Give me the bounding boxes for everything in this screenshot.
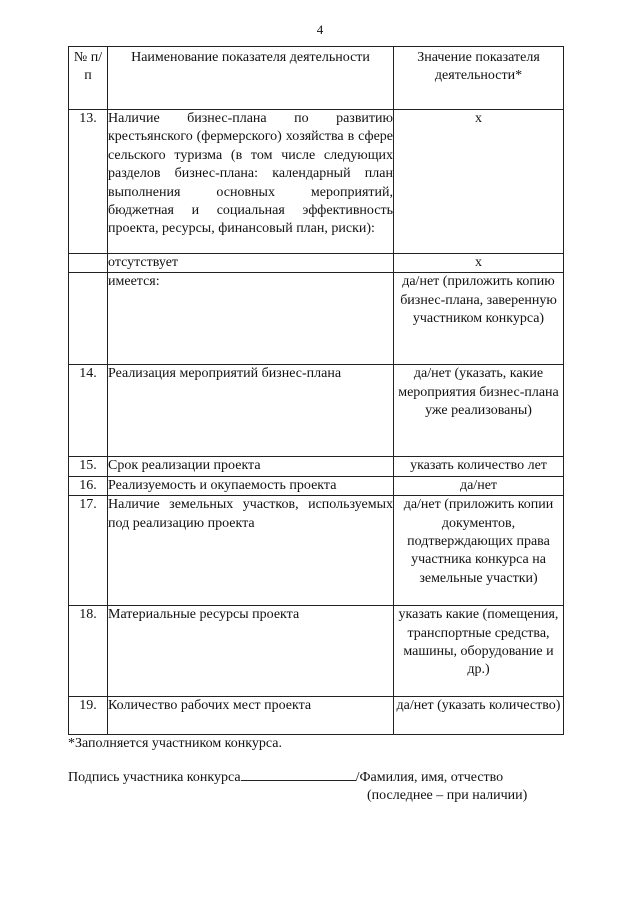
indicator-name: Материальные ресурсы проекта — [108, 606, 394, 697]
indicator-name: Реализация мероприятий бизнес-плана — [108, 365, 394, 457]
indicator-name: Наличие бизнес-плана по развитию крестьянского (фермерского) хозяйства в сфере сельского туризма (в том числе следующих разделов бизнес-плана: календарный план выполнения основных мероприятий, бюджетная и социальная эффективность проекта, ресурсы, финансовый план, риски): — [108, 110, 394, 254]
indicator-name: имеется: — [108, 273, 394, 365]
signature-line — [68, 768, 563, 787]
signature-label: Подпись участника конкурса — [68, 770, 241, 785]
table-row — [69, 476, 564, 495]
indicator-name: отсутствует — [108, 254, 394, 273]
row-number — [69, 273, 108, 365]
row-number: 16. — [69, 476, 108, 495]
row-number: 19. — [69, 697, 108, 735]
indicator-value: да/нет (приложить копию бизнес-плана, заверенную участником конкурса) — [394, 273, 564, 365]
footnote: *Заполняется участником конкурса. — [68, 736, 282, 751]
patronymic-note: (последнее – при наличии) — [367, 788, 528, 804]
signature-blank — [241, 768, 356, 781]
indicator-value: х — [394, 254, 564, 273]
header-number: № п/п — [69, 47, 108, 110]
row-number: 18. — [69, 606, 108, 697]
indicator-name: Количество рабочих мест проекта — [108, 697, 394, 735]
indicator-value: да/нет (указать, какие мероприятия бизнес-плана уже реализованы) — [394, 365, 564, 457]
indicator-name: Реализуемость и окупаемость проекта — [108, 476, 394, 495]
table-row — [69, 365, 564, 457]
table-row — [69, 273, 564, 365]
signature-block — [68, 768, 563, 806]
row-number: 15. — [69, 457, 108, 476]
header-indicator-value: Значение показателя деятельности* — [394, 47, 564, 110]
table-row — [69, 254, 564, 273]
indicator-value: да/нет (указать количество) — [394, 697, 564, 735]
indicator-value: да/нет — [394, 476, 564, 495]
table-header-row — [69, 47, 564, 110]
row-number — [69, 254, 108, 273]
indicator-value: да/нет (приложить копии документов, подтверждающих права участника конкурса на земельные участки) — [394, 496, 564, 606]
indicators-table — [68, 46, 564, 735]
page-number: 4 — [316, 22, 324, 37]
table-row — [69, 110, 564, 254]
row-number: 14. — [69, 365, 108, 457]
indicator-value: х — [394, 110, 564, 254]
table-row — [69, 606, 564, 697]
table-row — [69, 496, 564, 606]
table-row — [69, 457, 564, 476]
table-row — [69, 697, 564, 735]
row-number: 17. — [69, 496, 108, 606]
indicator-value: указать количество лет — [394, 457, 564, 476]
indicator-value: указать какие (помещения, транспортные средства, машины, оборудование и др.) — [394, 606, 564, 697]
row-number: 13. — [69, 110, 108, 254]
indicator-name: Наличие земельных участков, используемых под реализацию проекта — [108, 496, 394, 606]
full-name-label: /Фамилия, имя, отчество — [355, 770, 504, 785]
indicator-name: Срок реализации проекта — [108, 457, 394, 476]
header-indicator-name: Наименование показателя деятельности — [108, 47, 394, 110]
